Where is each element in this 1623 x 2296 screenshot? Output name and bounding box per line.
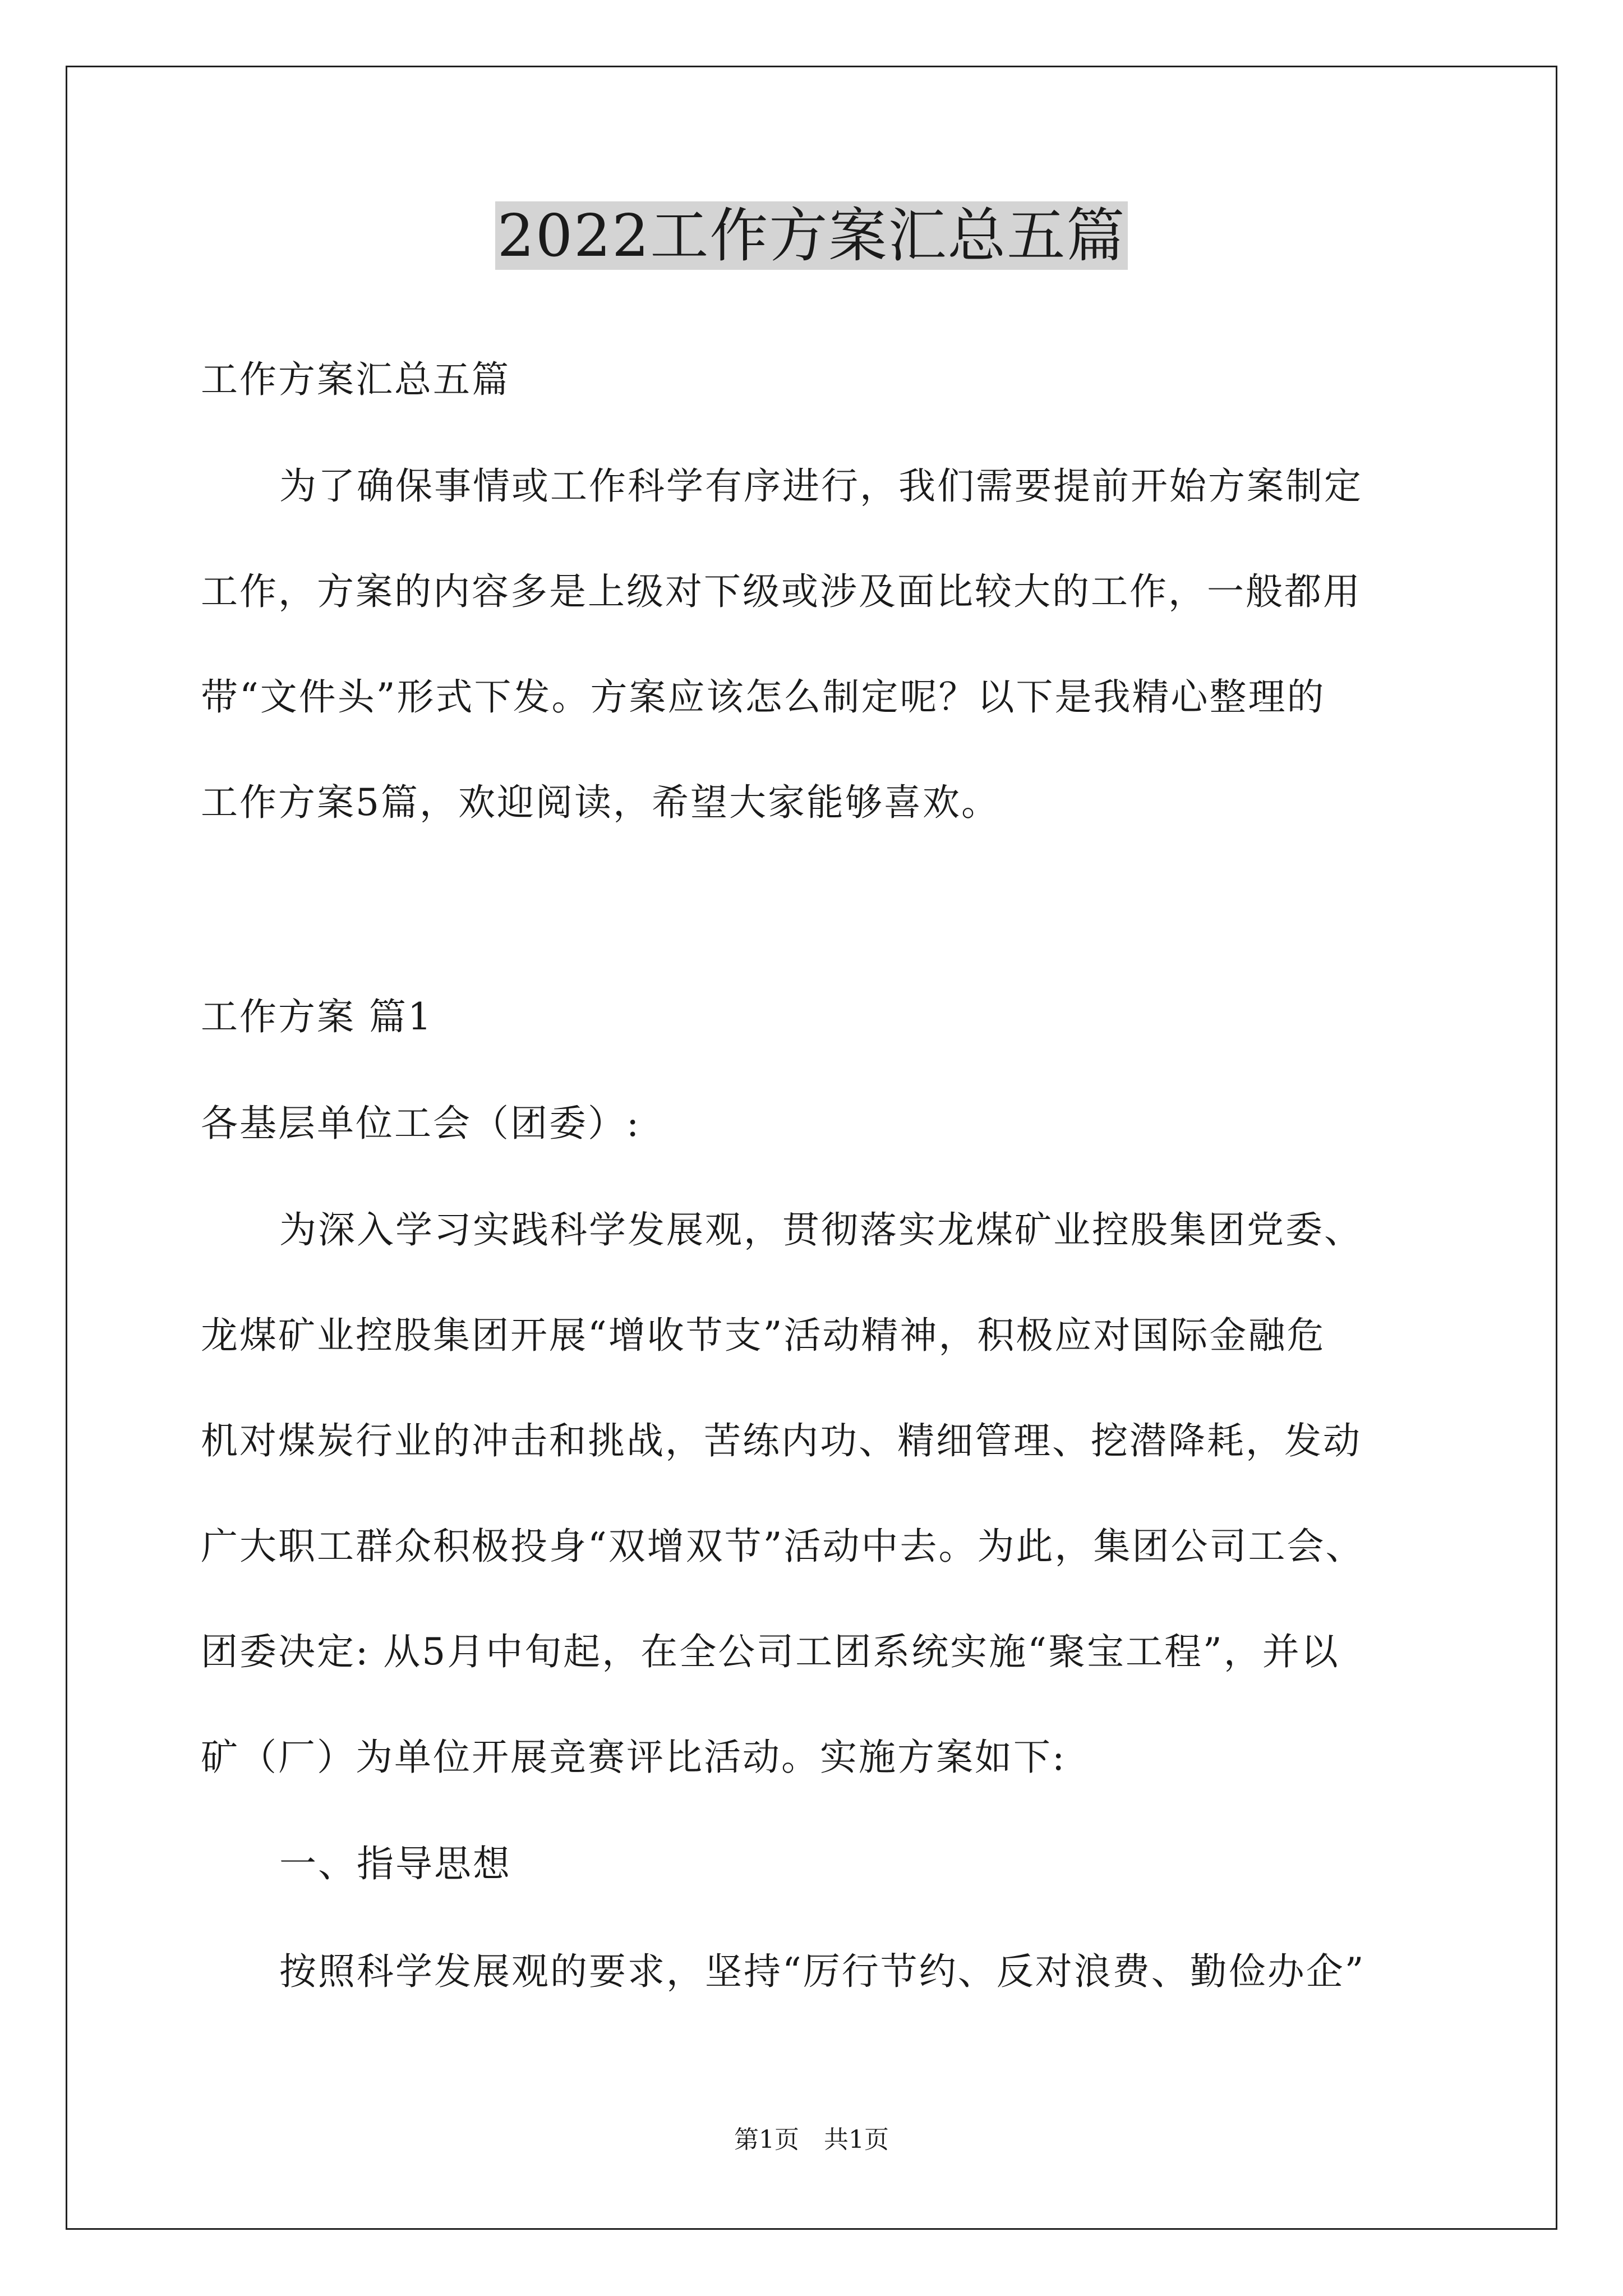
page-footer: 第1页 共1页 (734, 2125, 889, 2154)
document-title-text: 2022工作方案汇总五篇 (495, 201, 1128, 270)
document-title (0, 194, 1623, 278)
body-last-line: 按照科学发展观的要求，坚持“厉行节约、反对浪费、勤俭办企” (279, 1950, 1366, 1993)
body-line-3: 机对煤炭行业的冲击和挑战，苦练内功、精细管理、挖潜降耗，发动 (201, 1419, 1362, 1462)
intro-line-1: 为了确保事情或工作科学有序进行，我们需要提前开始方案制定 (279, 464, 1363, 508)
intro-line-2: 工作，方案的内容多是上级对下级或涉及面比较大的工作，一般都用 (201, 570, 1362, 613)
intro-line-3: 带“文件头”形式下发。方案应该怎么制定呢？以下是我精心整理的 (201, 675, 1326, 719)
subheading: 一、指导思想 (279, 1842, 511, 1885)
subtitle: 工作方案汇总五篇 (201, 358, 510, 401)
body-line-1: 为深入学习实践科学发展观，贯彻落实龙煤矿业控股集团党委、 (279, 1208, 1363, 1251)
salutation: 各基层单位工会（团委）: (201, 1102, 641, 1145)
body-line-5: 团委决定: 从5月中旬起，在全公司工团系统实施“聚宝工程”，并以 (201, 1630, 1340, 1673)
body-line-2: 龙煤矿业控股集团开展“增收节支”活动精神，积极应对国际金融危 (201, 1314, 1326, 1357)
intro-line-4: 工作方案5篇，欢迎阅读，希望大家能够喜欢。 (201, 781, 1000, 824)
body-line-6: 矿（厂）为单位开展竞赛评比活动。实施方案如下: (201, 1736, 1067, 1779)
body-line-4: 广大职工群众积极投身“双增双节”活动中去。为此，集团公司工会、 (201, 1525, 1364, 1568)
section-heading: 工作方案 篇1 (201, 995, 433, 1038)
